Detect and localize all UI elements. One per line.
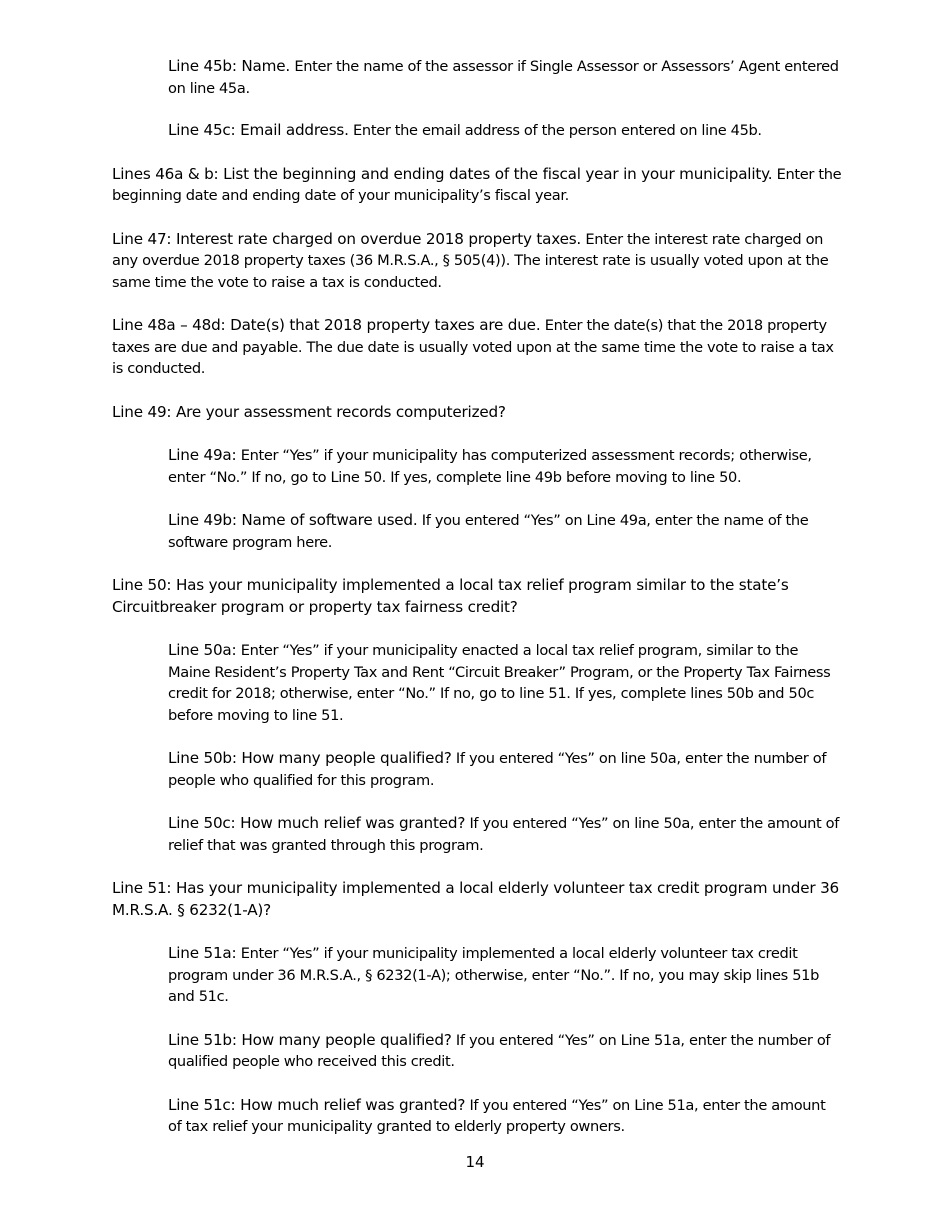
line-45c-heading: Line 45c: Email address. [168,121,349,139]
line-48-instruction [112,315,842,380]
line-51b-body: If you entered “Yes” on Line 51a, enter the number of qualified people who received this credit. [168,1031,831,1070]
line-51c-heading: Line 51c: How much relief was granted? [168,1095,466,1114]
line-46-instruction [112,164,842,207]
line-50a-heading: Line 50a: [168,641,237,659]
line-50c-heading: Line 50c: How much relief was granted? [168,814,466,832]
line-50b-body: If you entered “Yes” on line 50a, enter the number of people who qualified for this program. [168,750,827,789]
line-50c-body: If you entered “Yes” on line 50a, enter the amount of relief that was granted through this program. [168,815,840,854]
line-48-heading: Line 48a – 48d: Date(s) that 2018 property taxes are due. [112,316,541,334]
page-number: 14 [465,1153,485,1171]
line-49b-body: If you entered “Yes” on Line 49a, enter the name of the software program here. [168,512,809,551]
line-45c-instruction [168,120,842,142]
line-47-body: Enter the interest rate charged on any overdue 2018 property taxes (36 M.R.S.A., § 505(4)). The interest rate is usually voted upon at the same time the vote to raise a tax is conducted. [112,230,829,291]
line-50b-heading: Line 50b: How many people qualified? [168,749,452,767]
line-51-heading: Line 51: Has your municipality implemented a local elderly volunteer tax credit program under 36 M.R.S.A. § 6232(1-A)? [112,879,839,919]
line-45c-body: Enter the email address of the person entered on line 45b. [348,122,762,139]
line-48-body: Enter the date(s) that the 2018 property taxes are due and payable. The due date is usually voted upon at the same time the vote to raise a tax is conducted. [112,317,834,377]
line-47-instruction [112,229,842,294]
line-51-instruction [112,878,842,921]
line-49b-heading: Line 49b: Name of software used. [168,511,418,529]
line-50a-body: Enter “Yes” if your municipality enacted a local tax relief program, similar to the Maine Resident’s Property Tax and Rent “Circuit Breaker” Program, or the Property Tax Fairness credit for 2018; otherwise, enter “No.” If no, go to line 51. If yes, complete lines 50b and 50c before moving to line 51. [168,642,831,724]
line-49a-heading: Line 49a: [168,446,237,464]
instruction-page [112,56,842,1138]
line-51b-heading: Line 51b: How many people qualified? [168,1030,452,1049]
line-49-heading: Line 49: Are your assessment records computerized? [112,402,506,421]
line-46-heading: Lines 46a & b: List the beginning and ending dates of the fiscal year in your municipality. [112,164,773,183]
line-50a-instruction [168,640,842,726]
line-45b-body: Enter the name of the assessor if Single Assessor or Assessors’ Agent entered on line 45a. [168,58,839,97]
line-51a-heading: Line 51a: [168,944,237,962]
line-51b-instruction [168,1030,842,1073]
line-51c-instruction [168,1095,842,1138]
line-51a-instruction [168,943,842,1008]
line-49a-body: Enter “Yes” if your municipality has computerized assessment records; otherwise, enter “No.” If no, go to Line 50. If yes, complete line 49b before moving to line 50. [168,447,812,486]
line-45b-instruction [168,56,842,99]
line-50-heading: Line 50: Has your municipality implemented a local tax relief program similar to the state’s Circuitbreaker program or property tax fairness credit? [112,576,789,616]
line-51c-body: If you entered “Yes” on Line 51a, enter the amount of tax relief your municipality granted to elderly property owners. [168,1096,826,1135]
line-45b-heading: Line 45b: Name. [168,57,291,75]
line-50c-instruction [168,813,842,856]
line-49-instruction [112,402,842,424]
line-46-body: Enter the beginning date and ending date of your municipality’s fiscal year. [112,165,842,204]
line-47-heading: Line 47: Interest rate charged on overdue 2018 property taxes. [112,229,582,248]
line-50-instruction [112,575,842,618]
line-50b-instruction [168,748,842,791]
line-51a-body: Enter “Yes” if your municipality implemented a local elderly volunteer tax credit program under 36 M.R.S.A., § 6232(1-A); otherwise, enter “No.”. If no, you may skip lines 51b and 51c. [168,945,820,1005]
line-49b-instruction [168,510,842,553]
line-49a-instruction [168,445,842,488]
